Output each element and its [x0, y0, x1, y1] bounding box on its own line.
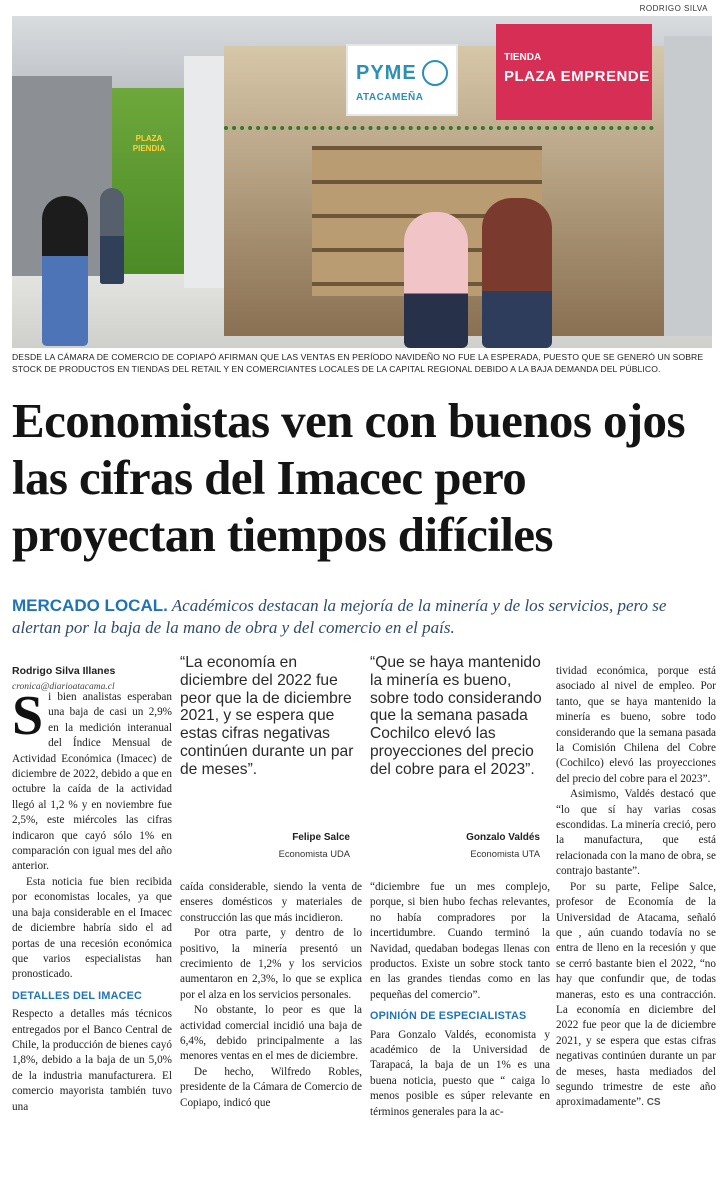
photo-caption: DESDE LA CÁMARA DE COMERCIO DE COPIAPÓ AFIRMAN QUE LAS VENTAS EN PERÍODO NAVIDEÑO NO FUE LA ESPERADA, PUESTO QUE SE GENERÓ UN SOBRE STOCK DE PRODUCTOS EN TIENDAS DEL RETAIL Y EN COMERCIANTES LOCALES DE LA CAPITAL REGIONAL DEBIDO A LA BAJA DEMANDA DEL PÚBLICO.	[12, 352, 704, 374]
article-column-4	[556, 664, 716, 1111]
shopper-figure	[404, 212, 468, 348]
byline-author: Rodrigo Silva Illanes	[12, 665, 116, 677]
plaza-sign-line1: TIENDA	[504, 52, 542, 63]
quote-author: Felipe Salce	[292, 832, 350, 843]
lead-kicker: MERCADO LOCAL.	[12, 596, 168, 615]
pull-quote: “Que se haya mantenido la minería es bueno, sobre todo considerando que la semana pasada Cochilco elevó las proyecciones del precio del cobre para el 2023”.	[370, 654, 542, 778]
plaza-sign-line2: PLAZA EMPRENDE	[504, 68, 650, 85]
subheading-detalles: DETALLES DEL IMACEC	[12, 989, 142, 1002]
mountain-logo-icon	[422, 60, 448, 86]
green-advert-text: PLAZA PIENDIA	[132, 134, 166, 153]
pyme-sign-line1: PYME	[356, 62, 417, 84]
article-photo	[12, 16, 712, 348]
end-mark-icon: CS	[646, 1097, 661, 1109]
paragraph: De hecho, Wilfredo Robles, presidente de la Cámara de Comercio de Copiapo, indicó que	[180, 1065, 362, 1109]
mall-pillar	[184, 56, 224, 288]
lead-text: Académicos destacan la mejoría de la minería y de los servicios, pero se alertan por la baja de la mano de obra y del comercio en el país.	[12, 596, 667, 637]
byline-email: cronica@diarioatacama.cl	[12, 682, 115, 692]
paragraph: Si bien analistas esperaban una baja de casi un 2,9% en la medición interanual del Índice Mensual de Actividad Económica (Imacec) de diciembre de 2022, debido a que en octubre la caída de la actividad llegó al 1,2 % y en noviembre fue 2,5%, este miércoles las cifras indicaron que cayó sólo 1% en comparación con igual mes del año anterior.	[12, 685, 172, 873]
paragraph: tividad económica, porque está asociado al nivel de empleo. Por tanto, que se haya mantenido la minería es bueno, sobre todo considerando que la semana pasada la Comisión Chilena del Cobre (Cochilco) elevó las proyecciones del precio del cobre para el 2023”.	[556, 665, 716, 785]
paragraph: Por otra parte, y dentro de lo positivo, la minería presentó un crecimiento de 1,2% y los servicios aumentaron en 2,3%, lo que se explica por el alza en los servicios personales.	[180, 927, 362, 1001]
paragraph: Para Gonzalo Valdés, economista y académico de la Universidad de Tarapacá, la baja de un 1% es una buena noticia, puesto que “ caiga lo menos posible es súper relevante en términos generales para la ac-	[370, 1028, 550, 1118]
article-column-3	[370, 880, 550, 1120]
mall-right-wall	[664, 36, 712, 336]
christmas-garland	[224, 120, 654, 130]
shopper-figure	[100, 188, 124, 284]
quote-author-role: Economista UTA	[470, 848, 540, 859]
photo-credit: RODRIGO SILVA	[639, 4, 708, 13]
drop-cap: S	[12, 685, 44, 747]
article-lead	[12, 595, 718, 639]
paragraph: Asimismo, Valdés destacó que “lo que sí hay varias cosas escondidas. La minería creció, pero la manufactura, que está relacionada con la mano de obra, se contrajo bastante”.	[556, 788, 716, 878]
pull-quote: “La economía en diciembre del 2022 fue peor que la de diciembre 2021, y se espera que estas cifras negativas continúen durante un par de meses”.	[180, 654, 354, 778]
paragraph: caída considerable, siendo la venta de enseres domésticos y materiales de construcción las que más incidieron.	[180, 881, 362, 924]
pyme-atacamena-sign	[346, 44, 458, 116]
article-headline: Economistas ven con buenos ojos las cifras del Imacec pero proyectan tiempos difíciles	[12, 393, 685, 562]
shopper-figure	[42, 196, 88, 346]
pyme-sign-line2: ATACAMEÑA	[356, 92, 424, 103]
quote-author-role: Economista UDA	[278, 848, 350, 859]
subheading-opinion: OPINIÓN DE ESPECIALISTAS	[370, 1010, 527, 1023]
paragraph: Respecto a detalles más técnicos entregados por el Banco Central de Chile, la producción de bienes cayó 1,8%, debido a la baja de un 5,0% de la industria manufacturera. El comercio mayorista también tuvo una	[12, 1008, 172, 1113]
plaza-emprende-sign	[496, 24, 652, 120]
paragraph: Por su parte, Felipe Salce, profesor de Economía de la Universidad de Atacama, señaló que , aún cuando todavía no se entra de lleno en la recesión y que se cerró bastante bien el 2022, “no hay que confundir que, de todas maneras, esto es una contracción. La economía en diciembre del 2022 fue peor que la de diciembre 2021, y se espera que estas cifras negativas continúen durante un par de meses, hasta mediados del segundo trimestre de este año aproximadamente”. CS	[556, 880, 716, 1109]
paragraph: Esta noticia fue bien recibida por economistas locales, ya que una baja considerable en el Imacec de diciembre habría sido el ad portas de una recesión económica que varios especialistas han pronosticado.	[12, 875, 172, 981]
article-column-2	[180, 880, 362, 1111]
quote-author: Gonzalo Valdés	[466, 832, 540, 843]
paragraph: No obstante, lo peor es que la actividad comercial incidió una baja de 6,4%, debido principalmente a las menores ventas en el mes de diciembre.	[180, 1004, 362, 1063]
paragraph: “diciembre fue un mes complejo, porque, si bien hubo fechas relevantes, no había compradores por la incertidumbre. Cuando terminó la Navidad, quedaban bodegas llenas con productos. Existe un sobre stock tanto en las grandes tiendas como en las pequeñas del comercio”.	[370, 881, 550, 1001]
shopper-figure	[482, 198, 552, 348]
